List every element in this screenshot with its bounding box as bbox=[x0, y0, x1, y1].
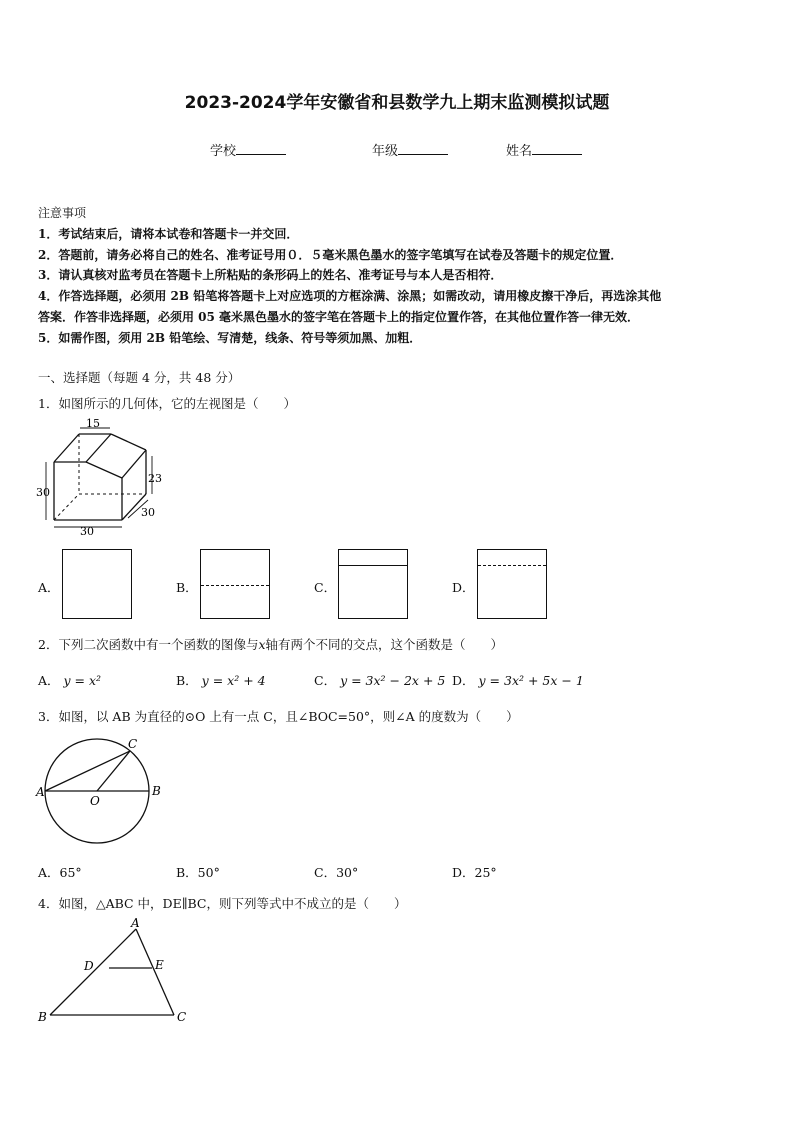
q3-option-c[interactable]: C．30° bbox=[314, 865, 359, 880]
point-d-label: D bbox=[84, 959, 94, 973]
q3-option-d[interactable]: D．25° bbox=[452, 865, 497, 880]
q1-option-b-view[interactable] bbox=[200, 549, 270, 619]
point-o-label: O bbox=[90, 794, 100, 808]
dim-bottom-label: 30 bbox=[80, 525, 94, 538]
option-label: D． bbox=[452, 673, 475, 688]
dim-top-label: 15 bbox=[86, 417, 100, 430]
notice-item: 2．答题前，请务必将自己的姓名、准考证号用０．５毫米黑色墨水的签字笔填写在试卷及答题卡的规定位置． bbox=[38, 247, 623, 262]
q4-triangle-figure bbox=[34, 915, 194, 1027]
dim-left-label: 30 bbox=[36, 486, 50, 499]
notice-item: 3．请认真核对监考员在答题卡上所粘贴的条形码上的姓名、准考证号与本人是否相符． bbox=[38, 268, 503, 283]
point-b-label: B bbox=[38, 1010, 47, 1024]
school-field[interactable] bbox=[210, 140, 286, 159]
name-label: 姓名 bbox=[506, 144, 533, 159]
option-expression: y = x² + 4 bbox=[201, 673, 266, 688]
q1-option-d-label[interactable]: D． bbox=[452, 580, 475, 595]
q1-stem: 1．如图所示的几何体，它的左视图是（ ） bbox=[38, 396, 296, 411]
grade-blank[interactable] bbox=[398, 142, 448, 155]
q2-stem-part: 2．下列二次函数中有一个函数的图像与 bbox=[38, 637, 259, 652]
dashed-line bbox=[201, 585, 269, 586]
school-label: 学校 bbox=[210, 144, 237, 159]
option-label: C． bbox=[314, 673, 337, 688]
dashed-line bbox=[478, 565, 546, 566]
student-info-fields bbox=[0, 140, 794, 160]
notice-item: 1．考试结束后，请将本试卷和答题卡一并交回． bbox=[38, 226, 299, 241]
q2-option-c[interactable] bbox=[314, 671, 445, 689]
option-expression: y = x² bbox=[63, 673, 102, 688]
notice-section bbox=[38, 203, 758, 349]
q3-stem: 3．如图，以 AB 为直径的⊙O 上有一点 C，且∠BOC=50°，则∠A 的度数为（ ） bbox=[38, 709, 519, 724]
name-blank[interactable] bbox=[532, 142, 582, 155]
option-expression: y = 3x² + 5x − 1 bbox=[478, 673, 584, 688]
q1-solid-figure bbox=[34, 416, 174, 540]
q1-option-c-view[interactable] bbox=[338, 549, 408, 619]
q1-option-a-view[interactable] bbox=[62, 549, 132, 619]
q2-option-b[interactable] bbox=[176, 671, 266, 689]
q2-stem bbox=[38, 635, 503, 653]
option-expression: y = 3x² − 2x + 5 bbox=[340, 673, 446, 688]
q2-stem-part: 轴有两个不同的交点，这个函数是（ ） bbox=[265, 637, 504, 652]
notice-item: 答案．作答非选择题，必须用 05 毫米黑色墨水的签字笔在答题卡上的指定位置作答，在其他位置作答一律无效． bbox=[38, 309, 640, 324]
q4-stem: 4．如图，△ABC 中，DE∥BC，则下列等式中不成立的是（ ） bbox=[38, 896, 407, 911]
section-heading: 一、选择题（每题 4 分，共 48 分） bbox=[38, 370, 241, 385]
school-blank[interactable] bbox=[236, 142, 286, 155]
dim-right-label: 23 bbox=[148, 472, 162, 485]
dim-depth-label: 30 bbox=[141, 506, 155, 519]
grade-field[interactable] bbox=[372, 140, 448, 159]
notice-item: 5．如需作图，须用 2B 铅笔绘、写清楚，线条、符号等须加黑、加粗． bbox=[38, 330, 422, 345]
solid-line bbox=[339, 565, 407, 566]
grade-label: 年级 bbox=[372, 144, 399, 159]
q1-option-c-label[interactable]: C． bbox=[314, 580, 337, 595]
q1-option-b-label[interactable]: B． bbox=[176, 580, 198, 595]
q1-option-d-view[interactable] bbox=[477, 549, 547, 619]
point-c-label: C bbox=[128, 737, 138, 751]
q3-option-b[interactable]: B．50° bbox=[176, 865, 220, 880]
q3-option-a[interactable]: A．65° bbox=[38, 865, 82, 880]
q3-circle-figure bbox=[34, 734, 174, 850]
q1-option-a-label[interactable]: A． bbox=[38, 580, 60, 595]
option-label: B． bbox=[176, 673, 198, 688]
point-c-label: C bbox=[177, 1010, 187, 1024]
point-b-label: B bbox=[152, 784, 161, 798]
notice-heading: 注意事项 bbox=[38, 206, 87, 220]
option-label: A． bbox=[38, 673, 60, 688]
q2-variable: x bbox=[258, 637, 266, 652]
page-title: 2023-2024学年安徽省和县数学九上期末监测模拟试题 bbox=[184, 93, 610, 113]
q2-option-a[interactable] bbox=[38, 671, 101, 689]
point-e-label: E bbox=[155, 958, 164, 972]
q2-option-d[interactable] bbox=[452, 671, 584, 689]
point-a-label: A bbox=[36, 785, 45, 799]
point-a-label: A bbox=[131, 916, 140, 930]
notice-item: 4．作答选择题，必须用 2B 铅笔将答题卡上对应选项的方框涂满、涂黑；如需改动，请用橡皮擦干净后，再选涂其他 bbox=[38, 289, 662, 304]
name-field[interactable] bbox=[506, 140, 582, 159]
